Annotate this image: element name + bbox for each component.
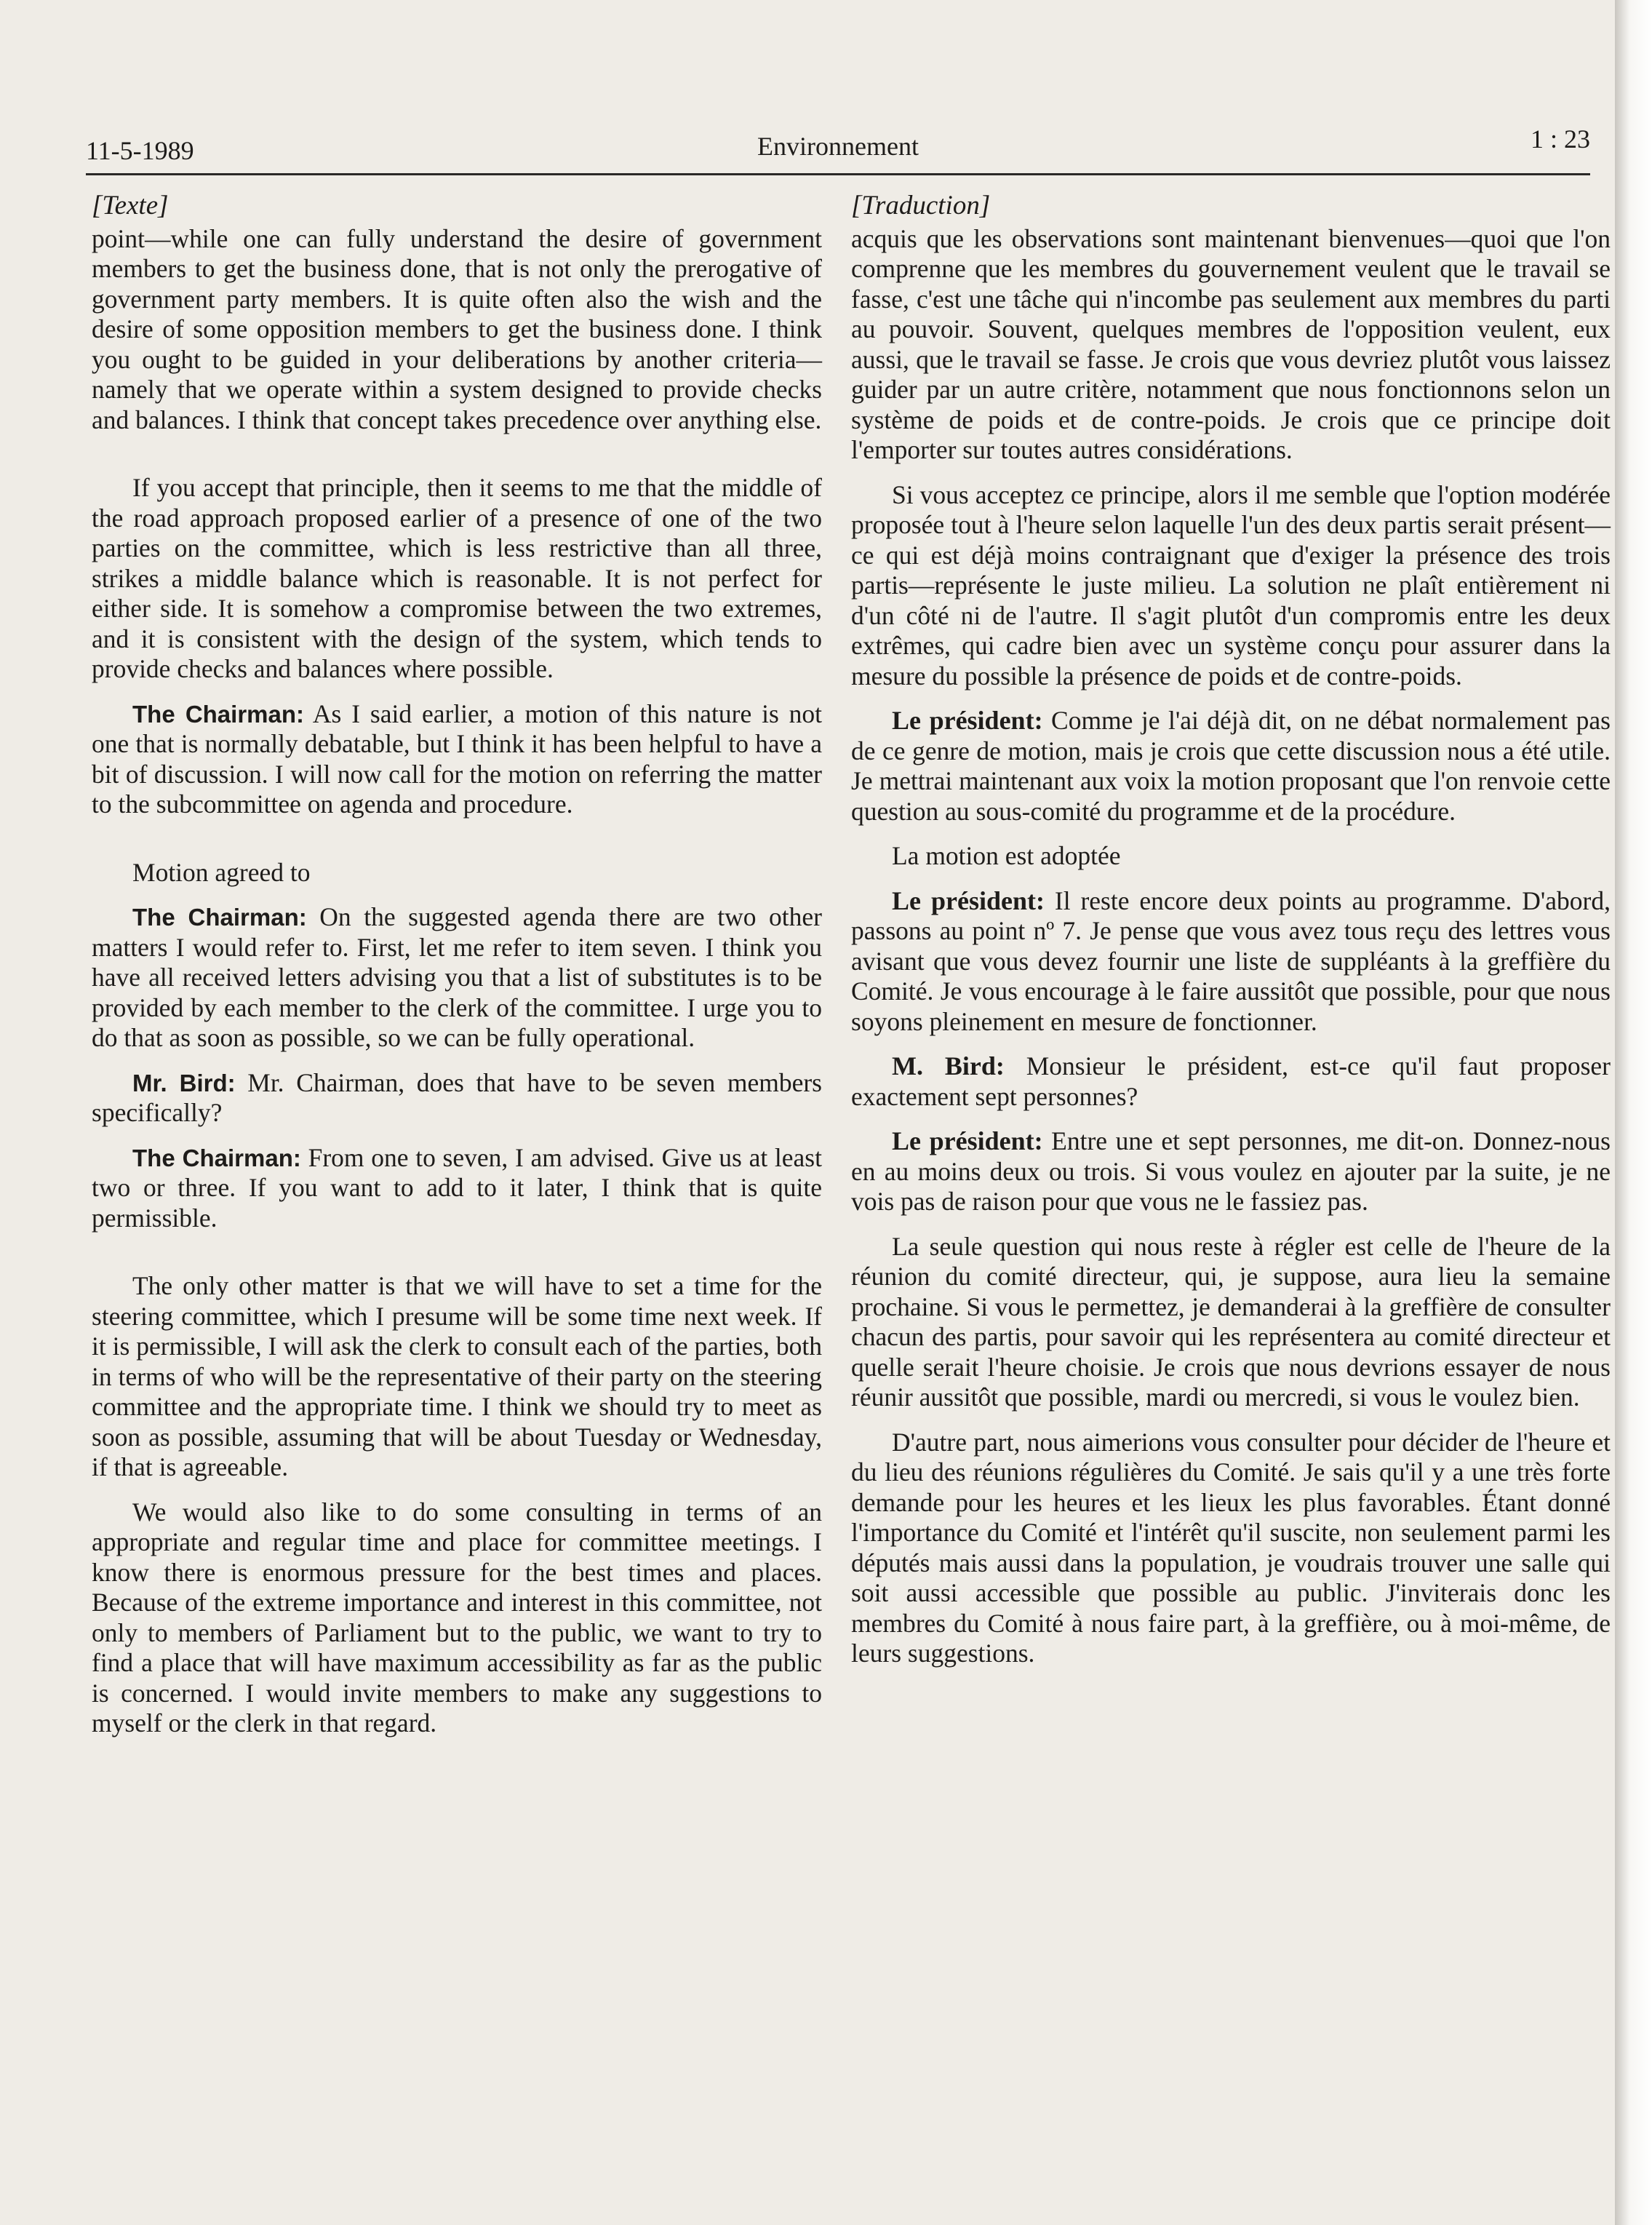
header-title: Environnement	[757, 132, 919, 161]
speaker-name: Le président:	[892, 706, 1043, 735]
paragraph: The Chairman: As I said earlier, a motion of this nature is not one that is normally debatable, but I think it has been helpful to have a bit of discussion. I will now call for the motion on referring the matter to the subcommittee on agenda and procedure.	[92, 698, 822, 819]
paragraph: Le président: Comme je l'ai déjà dit, on ne débat normalement pas de ce genre de motion, mais je crois que cette discussion nous a été utile. Je mettrai maintenant aux voix la motion proposant que l'on renvoie cette question au sous-comité du programme et de la procédure.	[851, 706, 1611, 826]
paragraph: Le président: Il reste encore deux points au programme. D'abord, passons au point nº 7. Je pense que vous avez tous reçu des lettres vous avisant que vous devez fournir une liste de suppléants à la greffière du Comité. Je vous encourage à le faire aussitôt que possible, pour que nous soyons pleinement en mesure de fonctionner.	[851, 885, 1611, 1036]
paragraph: If you accept that principle, then it seems to me that the middle of the road approach proposed earlier of a presence of one of the two parties on the committee, which is less restrictive than all three, strikes a middle balance which is reasonable. It is not perfect for either side. It is somehow a compromise between the two extremes, and it is consistent with the design of the system, which tends to provide checks and balances where possible.	[92, 473, 822, 683]
section-label-texte: [Texte]	[92, 191, 169, 220]
paragraph: Le président: Entre une et sept personnes, me dit-on. Donnez-nous en au moins deux ou trois. Si vous voulez en ajouter par la suite, je ne vois pas de raison pour que vous ne le fassiez pas.	[851, 1126, 1611, 1216]
paragraph: We would also like to do some consulting in terms of an appropriate and regular time and place for committee meetings. I know there is enormous pressure for the best times and places. Because of the extreme importance and interest in this committee, not only to members of Parliament but to the public, we want to try to find a place that will have maximum accessibility as far as the public is concerned. I would invite members to make any suggestions to myself or the clerk in that regard.	[92, 1497, 822, 1738]
paragraph: D'autre part, nous aimerions vous consulter pour décider de l'heure et du lieu des réunions régulières du Comité. Je sais qu'il y a une très forte demande pour les heures et les lieux les plus favorables. Étant donné l'importance du Comité et l'intérêt qu'il suscite, non seulement parmi les députés mais aussi dans la population, je voudrais trouver une salle qui soit aussi accessible que possible au public. J'inviterais donc les membres du Comité à nous faire part, à la greffière, ou à moi-même, de leurs suggestions.	[851, 1427, 1611, 1668]
speaker-name: Le président:	[892, 885, 1045, 915]
paragraph: acquis que les observations sont maintenant bienvenues—quoi que l'on comprenne que les membres du gouvernement veulent que le travail se fasse, c'est une tâche qui n'incombe pas seulement aux membres du parti au pouvoir. Souvent, quelques membres de l'opposition veulent, eux aussi, que le travail se fasse. Je crois que vous devriez plutôt vous laissez guider par un autre critère, notamment que nous fonctionnons selon un système de poids et de contre-poids. Je crois que ce principe doit l'emporter sur toutes autres considérations.	[851, 223, 1611, 464]
page-edge-shadow	[1615, 0, 1652, 2225]
speaker-name: M. Bird:	[892, 1051, 1005, 1080]
speaker-name: The Chairman:	[132, 1144, 301, 1171]
header-date: 11-5-1989	[86, 136, 194, 165]
paragraph: point—while one can fully understand the desire of government members to get the business done, that is not only the prerogative of government party members. It is quite often also the wish and the desire of some opposition members to get the business done. I think you ought to be guided in your deliberations by another criteria—namely that we operate within a system designed to provide checks and balances. I think that concept takes precedence over anything else.	[92, 223, 822, 434]
paragraph: The Chairman: On the suggested agenda there are two other matters I would refer to. First, let me refer to item seven. I think you have all received letters advising you that a list of substitutes is to be provided by each member to the clerk of the committee. I urge you to do that as soon as possible, so we can be fully operational.	[92, 902, 822, 1052]
motion-statement: La motion est adoptée	[892, 841, 1121, 870]
speaker-name: The Chairman:	[132, 904, 307, 931]
section-label-traduction: [Traduction]	[851, 191, 991, 220]
paragraph: Mr. Bird: Mr. Chairman, does that have to be seven members specifically?	[92, 1067, 822, 1127]
french-column	[851, 191, 1611, 1684]
paragraph: M. Bird: Monsieur le président, est-ce qu'il faut proposer exactement sept personnes?	[851, 1051, 1611, 1111]
motion-statement: Motion agreed to	[132, 857, 311, 887]
paragraph: The Chairman: From one to seven, I am advised. Give us at least two or three. If you want to add to it later, I think that is quite permissible.	[92, 1142, 822, 1233]
header-page-number: 1 : 23	[1530, 124, 1590, 154]
paragraph: The only other matter is that we will have to set a time for the steering committee, which I presume will be some time next week. If it is permissible, I will ask the clerk to consult each of the parties, both in terms of who will be the representative of their party on the steering committee and the appropriate time. I think we should try to meet as soon as possible, assuming that will be about Tuesday or Wednesday, if that is agreeable.	[92, 1271, 822, 1481]
speaker-name: Mr. Bird:	[132, 1069, 236, 1096]
english-column	[92, 191, 822, 1754]
paragraph: La seule question qui nous reste à régler est celle de l'heure de la réunion du comité directeur, qui, je suppose, aura lieu la semaine prochaine. Si vous le permettez, je demanderai à la greffière de consulter chacun des partis, pour savoir qui les représentera au comité directeur et quelle serait l'heure choisie. Je crois que nous devrions essayer de nous réunir aussitôt que possible, mardi ou mercredi, si vous le voulez bien.	[851, 1231, 1611, 1412]
speaker-name: Le président:	[892, 1126, 1043, 1155]
page-header	[86, 122, 1590, 175]
speaker-name: The Chairman:	[132, 700, 305, 728]
paragraph: Si vous acceptez ce principe, alors il me semble que l'option modérée proposée tout à l'heure selon laquelle l'un des deux partis serait présent—ce qui est déjà moins contraignant que d'exiger la présence des trois partis—représente le juste milieu. La solution ne plaît entièrement ni d'un côté ni de l'autre. Il s'agit plutôt d'un compromis entre les deux extrêmes, qui cadre bien avec un système conçu pour assurer dans la mesure du possible la présence de poids et de contre-poids.	[851, 479, 1611, 690]
